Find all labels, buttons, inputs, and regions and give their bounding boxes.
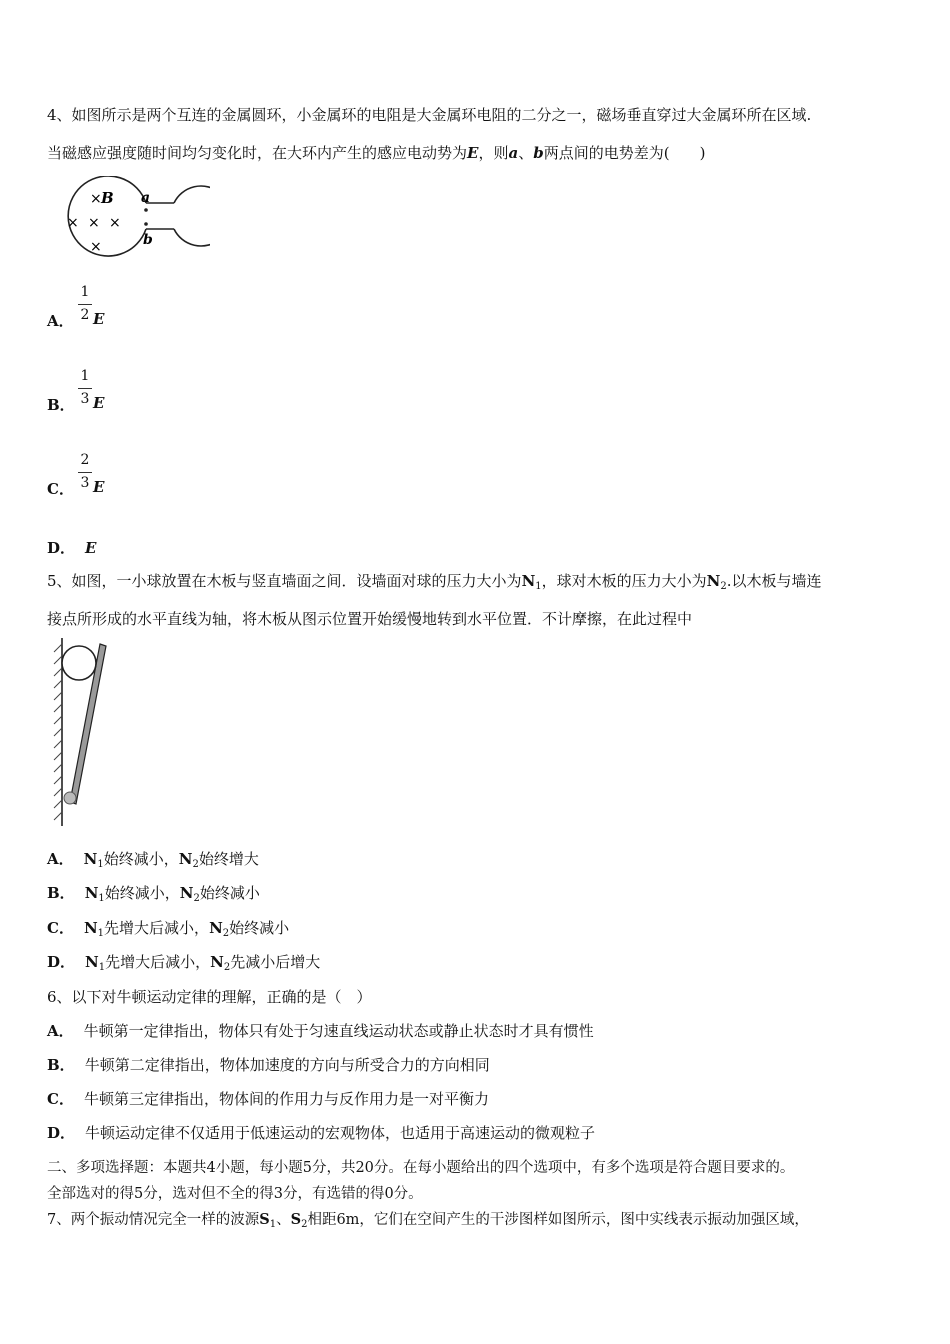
n2: N — [179, 884, 194, 902]
option-text: 牛顿运动定律不仅适用于低速运动的宏观物体，也适用于高速运动的微观粒子 — [85, 1124, 596, 1142]
option-label: C． — [47, 919, 74, 937]
point-b-dot — [144, 222, 148, 226]
n2-text: 始终增大 — [198, 850, 259, 868]
section2-line1: 二、多项选择题：本题共4小题，每小题5分，共20分。在每小题给出的四个选项中，有多个选项是符合题目要求的。 — [47, 1160, 795, 1176]
q4-line2-pre: 当磁感应强度随时间均匀变化时，在大环内产生的感应电动势为 — [47, 144, 468, 162]
q4-line1-text: 如图所示是两个互连的金属圆环，小金属环的电阻是大金属环电阻的二分之一，磁场垂直穿过大金属环所在区域. — [71, 106, 812, 124]
big-ring — [68, 176, 146, 256]
n1-text: 始终减小， — [104, 884, 180, 902]
option-label: B． — [47, 884, 75, 902]
option-label: A． — [47, 1022, 74, 1040]
n2-text: 始终减小 — [229, 919, 290, 937]
q5-stem-line2: 接点所形成的水平直线为轴，将木板从图示位置开始缓慢地转到水平位置．不计摩擦，在此过程中 — [47, 610, 693, 628]
q5-line1-post: .以木板与墙连 — [726, 572, 822, 590]
wall-hatching — [54, 644, 62, 820]
label-a: a — [141, 190, 151, 206]
option-text: 牛顿第三定律指出，物体间的作用力与反作用力是一对平衡力 — [83, 1090, 489, 1108]
fraction-denominator: 3 — [80, 475, 90, 491]
fraction-bar — [78, 304, 92, 305]
q5-option-d[interactable] — [47, 951, 320, 973]
q5-n1-sub: 1 — [535, 581, 542, 592]
n1-sub: 1 — [98, 893, 105, 904]
option-label: D． — [47, 1124, 76, 1142]
q5-option-b[interactable] — [47, 882, 260, 904]
option-label: C． — [47, 1090, 74, 1108]
q7-s2: S — [290, 1211, 302, 1228]
q7-sep: 、 — [276, 1212, 291, 1228]
n2: N — [209, 919, 223, 937]
option-label: A． — [47, 850, 74, 868]
ball — [62, 646, 96, 680]
q6-option-a[interactable] — [47, 1020, 594, 1041]
label-B: B — [101, 189, 114, 207]
n2-text: 始终减小 — [199, 884, 260, 902]
q5-n1: N — [521, 572, 536, 590]
small-ring — [174, 186, 210, 246]
q7-pre: 7、两个振动情况完全一样的波源 — [47, 1212, 260, 1228]
fraction-numerator: 1 — [80, 284, 90, 300]
option-label: D． — [47, 539, 76, 557]
option-label: A． — [47, 312, 74, 330]
option-label: C． — [47, 480, 74, 498]
n1-sub: 1 — [97, 859, 104, 870]
fraction-bar — [78, 472, 92, 473]
n2: N — [210, 953, 224, 971]
q6-stem: 6、以下对牛顿运动定律的理解，正确的是（ ） — [47, 988, 372, 1006]
q4-line2-sep: 、 — [518, 144, 534, 162]
n1: N — [84, 884, 99, 902]
field-cross-1: × — [90, 191, 102, 207]
q6-option-c[interactable] — [47, 1088, 489, 1109]
q4-figure-rings — [50, 176, 210, 268]
option-label: D． — [47, 953, 76, 971]
q5-figure-ball-board — [42, 636, 122, 832]
fraction-bar — [78, 388, 92, 389]
field-cross-4: × — [109, 215, 121, 231]
n1: N — [83, 919, 98, 937]
section2-line2: 全部选对的得5分，选对但不全的得3分，有选错的得0分。 — [47, 1186, 423, 1202]
q5-number: 5、 — [47, 572, 72, 590]
q4-option-a-fraction — [75, 284, 95, 323]
q5-n2-sub: 2 — [720, 581, 727, 592]
point-a-dot — [144, 208, 148, 212]
q4-line2-mid: ，则 — [478, 144, 509, 162]
option-text: 牛顿第一定律指出，物体只有处于匀速直线运动状态或静止状态时才具有惯性 — [83, 1022, 594, 1040]
q7-post: 相距6m，它们在空间产生的干涉图样如图所示，图中实线表示振动加强区域， — [307, 1212, 809, 1228]
fraction-denominator: 3 — [80, 391, 90, 407]
q4-option-b-var: E — [93, 394, 105, 412]
q4-emf-var: E — [467, 144, 479, 162]
q6-option-d[interactable] — [47, 1122, 595, 1143]
n2-sub: 2 — [192, 859, 199, 870]
n1-text: 先增大后减小， — [105, 953, 211, 971]
n2-text: 先减小后增大 — [230, 953, 321, 971]
n1: N — [83, 850, 98, 868]
q7-s2-sub: 2 — [301, 1219, 308, 1230]
q4-option-b-fraction — [75, 368, 95, 407]
q4-option-c-fraction — [75, 452, 95, 491]
n1-sub: 1 — [98, 962, 106, 973]
q7-s1: S — [259, 1211, 270, 1228]
label-b: b — [143, 232, 153, 248]
q4-number: 4、 — [47, 106, 72, 124]
q5-n2: N — [706, 572, 721, 590]
field-cross-2: × — [67, 215, 79, 231]
option-text: 牛顿第二定律指出，物体加速度的方向与所受合力的方向相同 — [84, 1056, 490, 1074]
q4-point-a: a — [508, 144, 519, 162]
field-cross-5: × — [90, 239, 102, 255]
n1-text: 始终减小， — [103, 850, 179, 868]
q4-line2-post: 两点间的电势差为( ) — [543, 144, 706, 162]
q4-stem-line1 — [47, 104, 811, 125]
q7-stem — [47, 1208, 809, 1230]
n1-sub: 1 — [97, 928, 105, 939]
q5-stem-line1 — [47, 570, 822, 592]
q4-point-b: b — [533, 144, 544, 162]
n1-text: 先增大后减小， — [104, 919, 210, 937]
q5-option-a[interactable] — [47, 848, 259, 870]
fraction-denominator: 2 — [80, 307, 90, 323]
fraction-numerator: 2 — [80, 452, 90, 468]
q4-option-d[interactable] — [47, 537, 96, 558]
q4-option-c-var: E — [93, 478, 105, 496]
q7-s1-sub: 1 — [269, 1219, 277, 1230]
q6-option-b[interactable] — [47, 1054, 490, 1075]
q4-stem-line2 — [47, 142, 705, 163]
field-cross-3: × — [88, 215, 100, 231]
hinge — [64, 792, 76, 804]
n1: N — [85, 953, 99, 971]
option-label: B． — [47, 396, 75, 414]
q5-line1-pre: 如图，一小球放置在木板与竖直墙面之间．设墙面对球的压力大小为 — [71, 572, 522, 590]
q4-option-d-var: E — [85, 539, 97, 557]
q4-option-a-var: E — [93, 310, 105, 328]
q5-option-c[interactable] — [47, 917, 289, 939]
n2-sub: 2 — [223, 962, 231, 973]
option-label: B． — [47, 1056, 75, 1074]
fraction-numerator: 1 — [80, 368, 90, 384]
n2: N — [178, 850, 193, 868]
n2-sub: 2 — [222, 928, 230, 939]
q5-line1-mid: ，球对木板的压力大小为 — [541, 572, 707, 590]
n2-sub: 2 — [193, 893, 200, 904]
